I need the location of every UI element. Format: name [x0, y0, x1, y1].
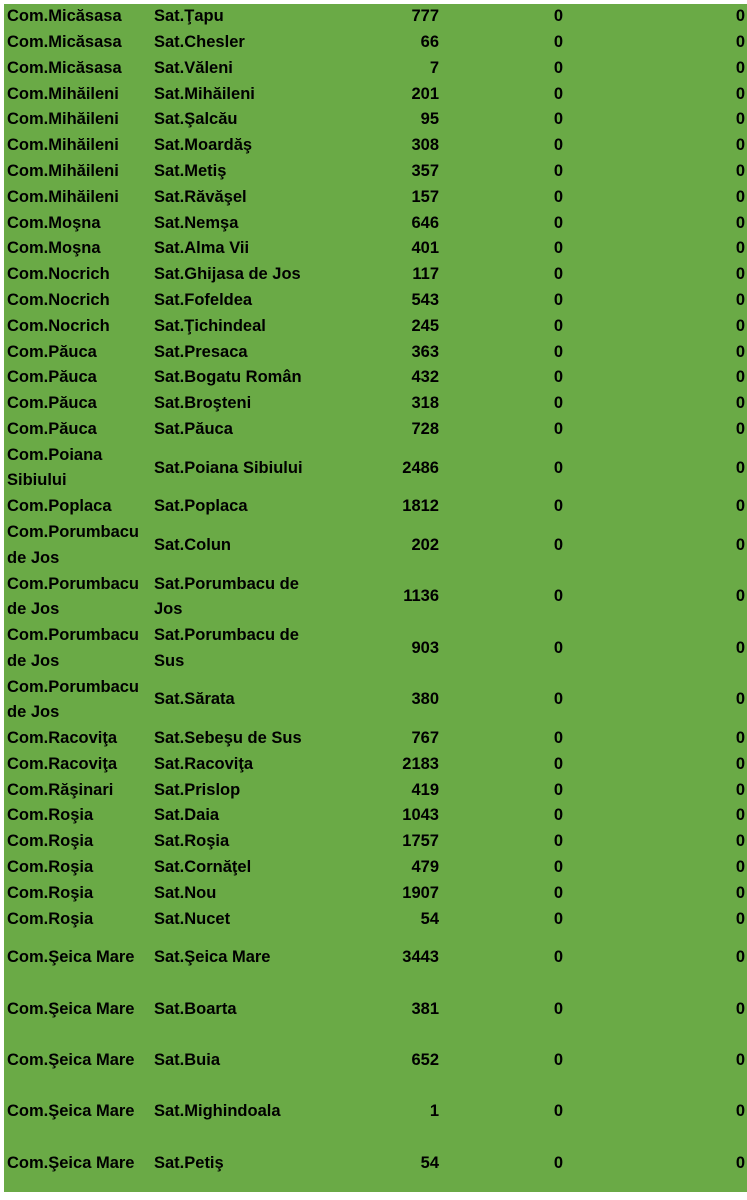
value-a-cell: 0 [553, 213, 563, 232]
sat-cell: Sat.Mighindoala [154, 1102, 281, 1121]
value-a-cell: 0 [553, 497, 563, 516]
value-b-cell: 0 [735, 187, 745, 206]
comuna-cell: Com.Roşia [7, 883, 94, 902]
population-cell: 1812 [402, 497, 439, 516]
table-row [4, 571, 747, 623]
sat-cell: Sat.Ţichindeal [154, 316, 266, 335]
table-row [4, 288, 747, 314]
comuna-cell: Com.Porumbacu de Jos [7, 523, 140, 567]
sat-cell: Sat.Prislop [154, 780, 241, 799]
value-b-cell: 0 [735, 290, 745, 309]
value-a-cell: 0 [553, 290, 563, 309]
value-b-cell: 0 [735, 213, 745, 232]
table-row [4, 1086, 747, 1137]
table-row [4, 984, 747, 1035]
table-row [4, 674, 747, 726]
population-cell: 728 [411, 419, 439, 438]
value-a-cell: 0 [553, 883, 563, 902]
population-cell: 432 [411, 368, 439, 387]
table-row [4, 906, 747, 932]
population-cell: 380 [411, 690, 439, 709]
comuna-cell: Com.Racoviţa [7, 754, 118, 773]
sat-cell: Sat.Colun [154, 535, 231, 554]
table-row [4, 520, 747, 572]
comuna-cell: Com.Micăsasa [7, 58, 122, 77]
sat-cell: Sat.Cornăţel [154, 857, 252, 876]
value-a-cell: 0 [553, 1153, 563, 1172]
value-a-cell: 0 [553, 1050, 563, 1069]
value-b-cell: 0 [735, 690, 745, 709]
comuna-cell: Com.Mihăileni [7, 136, 119, 155]
population-cell: 157 [411, 187, 439, 206]
comuna-cell: Com.Răşinari [7, 780, 114, 799]
sat-cell: Sat.Bogatu Român [154, 368, 302, 387]
table-row [4, 314, 747, 340]
table-row [4, 417, 747, 443]
sat-cell: Sat.Şeica Mare [154, 948, 271, 967]
value-b-cell: 0 [735, 458, 745, 477]
value-a-cell: 0 [553, 535, 563, 554]
table-row [4, 391, 747, 417]
comuna-cell: Com.Roşia [7, 806, 94, 825]
comuna-cell: Com.Nocrich [7, 265, 110, 284]
population-cell: 1043 [402, 806, 439, 825]
comuna-cell: Com.Mihăileni [7, 110, 119, 129]
value-a-cell: 0 [553, 239, 563, 258]
table-body [4, 4, 747, 1189]
table-row [4, 494, 747, 520]
sat-cell: Sat.Petiş [154, 1153, 224, 1172]
value-b-cell: 0 [735, 316, 745, 335]
population-cell: 1 [429, 1102, 439, 1121]
comuna-cell: Com.Porumbacu de Jos [7, 574, 140, 619]
comuna-cell: Com.Şeica Mare [7, 999, 135, 1018]
table-row [4, 339, 747, 365]
value-a-cell: 0 [553, 832, 563, 851]
value-a-cell: 0 [553, 342, 563, 361]
spreadsheet [4, 4, 747, 1192]
value-a-cell: 0 [553, 161, 563, 180]
data-table [4, 4, 747, 1189]
value-b-cell: 0 [735, 780, 745, 799]
value-a-cell: 0 [553, 419, 563, 438]
sat-cell: Sat.Nucet [154, 909, 231, 928]
sat-cell: Sat.Sebeşu de Sus [154, 728, 302, 747]
table-row [4, 185, 747, 211]
comuna-cell: Com.Şeica Mare [7, 948, 135, 967]
population-cell: 543 [411, 290, 439, 309]
table-row [4, 133, 747, 159]
comuna-cell: Com.Păuca [7, 394, 97, 413]
value-b-cell: 0 [735, 1102, 745, 1121]
population-cell: 2486 [402, 458, 439, 477]
comuna-cell: Com.Mihăileni [7, 187, 119, 206]
value-a-cell: 0 [553, 1102, 563, 1121]
sat-cell: Sat.Nemşa [154, 213, 239, 232]
comuna-cell: Com.Poplaca [7, 497, 112, 516]
value-b-cell: 0 [735, 7, 745, 26]
comuna-cell: Com.Porumbacu de Jos [7, 677, 140, 722]
population-cell: 363 [411, 342, 439, 361]
table-row [4, 365, 747, 391]
sat-cell: Sat.Răvăşel [154, 187, 247, 206]
population-cell: 54 [420, 1153, 439, 1172]
value-b-cell: 0 [735, 883, 745, 902]
value-a-cell: 0 [553, 368, 563, 387]
population-cell: 646 [411, 213, 439, 232]
population-cell: 7 [429, 58, 439, 77]
population-cell: 245 [411, 316, 439, 335]
value-b-cell: 0 [735, 32, 745, 51]
sat-cell: Sat.Nou [154, 883, 217, 902]
value-b-cell: 0 [735, 394, 745, 413]
sat-cell: Sat.Păuca [154, 419, 233, 438]
population-cell: 767 [411, 728, 439, 747]
value-a-cell: 0 [553, 316, 563, 335]
table-row [4, 210, 747, 236]
population-cell: 318 [411, 394, 439, 413]
comuna-cell: Com.Moşna [7, 213, 101, 232]
value-a-cell: 0 [553, 187, 563, 206]
population-cell: 308 [411, 136, 439, 155]
comuna-cell: Com.Roşia [7, 832, 94, 851]
comuna-cell: Com.Moşna [7, 239, 101, 258]
table-row [4, 855, 747, 881]
value-a-cell: 0 [553, 7, 563, 26]
sat-cell: Sat.Sărata [154, 690, 235, 709]
sat-cell: Sat.Daia [154, 806, 220, 825]
value-a-cell: 0 [553, 587, 563, 606]
population-cell: 903 [411, 638, 439, 657]
population-cell: 357 [411, 161, 439, 180]
comuna-cell: Com.Poiana Sibiului [7, 445, 103, 490]
sat-cell: Sat.Porumbacu de Sus [154, 626, 299, 670]
sat-cell: Sat.Boarta [154, 999, 237, 1018]
value-b-cell: 0 [735, 239, 745, 258]
table-row [4, 932, 747, 983]
population-cell: 652 [411, 1050, 439, 1069]
sat-cell: Sat.Buia [154, 1050, 221, 1069]
table-row [4, 4, 747, 30]
value-b-cell: 0 [735, 638, 745, 657]
table-row [4, 56, 747, 82]
comuna-cell: Com.Mihăileni [7, 161, 119, 180]
value-a-cell: 0 [553, 84, 563, 103]
value-a-cell: 0 [553, 110, 563, 129]
comuna-cell: Com.Micăsasa [7, 32, 122, 51]
table-row [4, 803, 747, 829]
sat-cell: Sat.Moardăş [154, 136, 253, 155]
population-cell: 66 [420, 32, 439, 51]
value-a-cell: 0 [553, 638, 563, 657]
comuna-cell: Com.Nocrich [7, 316, 110, 335]
table-row [4, 829, 747, 855]
value-b-cell: 0 [735, 58, 745, 77]
value-b-cell: 0 [735, 161, 745, 180]
value-a-cell: 0 [553, 265, 563, 284]
population-cell: 201 [411, 84, 439, 103]
value-b-cell: 0 [735, 832, 745, 851]
value-a-cell: 0 [553, 32, 563, 51]
value-a-cell: 0 [553, 806, 563, 825]
value-b-cell: 0 [735, 110, 745, 129]
comuna-cell: Com.Nocrich [7, 290, 110, 309]
value-b-cell: 0 [735, 265, 745, 284]
sat-cell: Sat.Racoviţa [154, 754, 254, 773]
value-b-cell: 0 [735, 535, 745, 554]
population-cell: 3443 [402, 948, 439, 967]
sat-cell: Sat.Broşteni [154, 394, 252, 413]
table-row [4, 1138, 747, 1189]
value-b-cell: 0 [735, 754, 745, 773]
table-row [4, 726, 747, 752]
sat-cell: Sat.Alma Vii [154, 239, 250, 258]
value-a-cell: 0 [553, 136, 563, 155]
value-b-cell: 0 [735, 342, 745, 361]
population-cell: 479 [411, 857, 439, 876]
table-row [4, 752, 747, 778]
value-a-cell: 0 [553, 690, 563, 709]
value-a-cell: 0 [553, 458, 563, 477]
sat-cell: Sat.Poiana Sibiului [154, 458, 303, 477]
value-a-cell: 0 [553, 728, 563, 747]
value-a-cell: 0 [553, 948, 563, 967]
value-b-cell: 0 [735, 419, 745, 438]
sat-cell: Sat.Mihăileni [154, 84, 255, 103]
sat-cell: Sat.Metiş [154, 161, 227, 180]
value-b-cell: 0 [735, 728, 745, 747]
sat-cell: Sat.Roşia [154, 832, 230, 851]
value-b-cell: 0 [735, 1050, 745, 1069]
sat-cell: Sat.Chesler [154, 32, 245, 51]
sat-cell: Sat.Ghijasa de Jos [154, 265, 301, 284]
comuna-cell: Com.Păuca [7, 342, 97, 361]
population-cell: 1907 [402, 883, 439, 902]
comuna-cell: Com.Şeica Mare [7, 1050, 135, 1069]
comuna-cell: Com.Roşia [7, 857, 94, 876]
value-b-cell: 0 [735, 84, 745, 103]
comuna-cell: Com.Racoviţa [7, 728, 118, 747]
table-row [4, 159, 747, 185]
table-row [4, 443, 747, 495]
population-cell: 202 [411, 535, 439, 554]
sat-cell: Sat.Fofeldea [154, 290, 253, 309]
table-row [4, 881, 747, 907]
table-row [4, 777, 747, 803]
table-row [4, 107, 747, 133]
comuna-cell: Com.Păuca [7, 368, 97, 387]
value-b-cell: 0 [735, 806, 745, 825]
table-row [4, 262, 747, 288]
value-b-cell: 0 [735, 136, 745, 155]
table-row [4, 1035, 747, 1086]
population-cell: 419 [411, 780, 439, 799]
comuna-cell: Com.Şeica Mare [7, 1153, 135, 1172]
population-cell: 54 [420, 909, 439, 928]
value-a-cell: 0 [553, 394, 563, 413]
comuna-cell: Com.Mihăileni [7, 84, 119, 103]
table-row [4, 81, 747, 107]
sat-cell: Sat.Şalcău [154, 110, 238, 129]
population-cell: 95 [420, 110, 439, 129]
value-a-cell: 0 [553, 857, 563, 876]
population-cell: 2183 [402, 754, 439, 773]
population-cell: 117 [412, 265, 439, 284]
sat-cell: Sat.Văleni [154, 58, 233, 77]
population-cell: 381 [411, 999, 439, 1018]
sat-cell: Sat.Ţapu [154, 7, 224, 26]
value-a-cell: 0 [553, 909, 563, 928]
value-a-cell: 0 [553, 999, 563, 1018]
value-b-cell: 0 [735, 497, 745, 516]
sat-cell: Sat.Poplaca [154, 497, 248, 516]
value-b-cell: 0 [735, 368, 745, 387]
population-cell: 401 [411, 239, 439, 258]
table-row [4, 30, 747, 56]
value-a-cell: 0 [553, 780, 563, 799]
value-b-cell: 0 [735, 999, 745, 1018]
table-row [4, 623, 747, 675]
comuna-cell: Com.Micăsasa [7, 7, 122, 26]
value-b-cell: 0 [735, 948, 745, 967]
comuna-cell: Com.Păuca [7, 419, 97, 438]
population-cell: 1136 [403, 587, 439, 606]
value-b-cell: 0 [735, 909, 745, 928]
sat-cell: Sat.Porumbacu de Jos [154, 574, 299, 619]
value-a-cell: 0 [553, 754, 563, 773]
population-cell: 1757 [402, 832, 439, 851]
comuna-cell: Com.Roşia [7, 909, 94, 928]
comuna-cell: Com.Şeica Mare [7, 1102, 135, 1121]
value-b-cell: 0 [735, 857, 745, 876]
population-cell: 777 [411, 7, 439, 26]
sat-cell: Sat.Presaca [154, 342, 248, 361]
comuna-cell: Com.Porumbacu de Jos [7, 626, 140, 670]
value-b-cell: 0 [735, 1153, 745, 1172]
value-a-cell: 0 [553, 58, 563, 77]
table-row [4, 236, 747, 262]
value-b-cell: 0 [735, 587, 745, 606]
